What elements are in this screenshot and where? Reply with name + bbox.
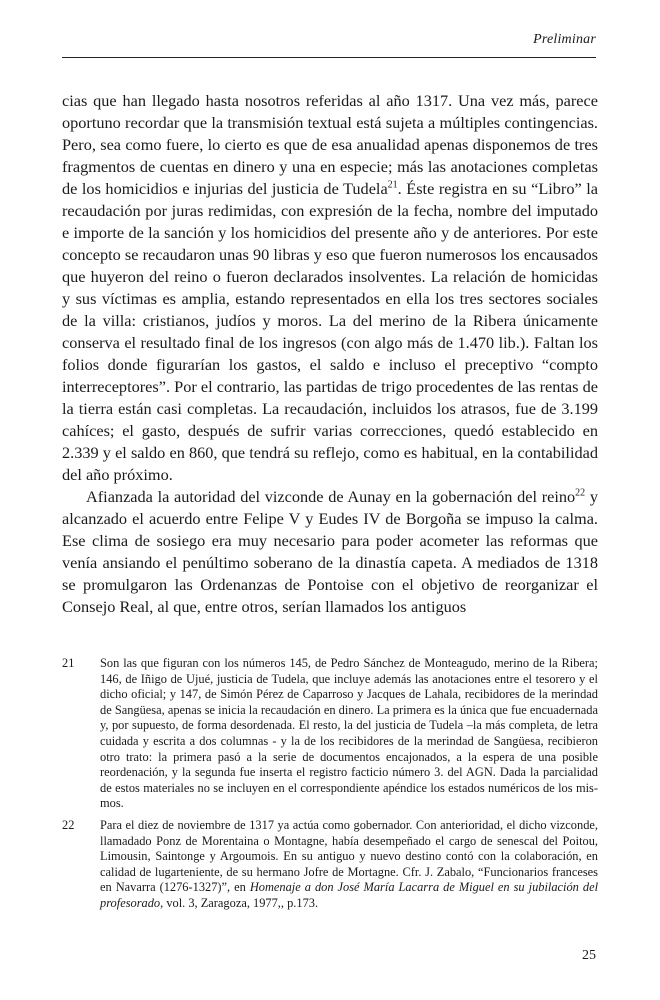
footnote-number: 22 (62, 817, 75, 832)
footnote-ref-22[interactable]: 22 (575, 487, 586, 499)
paragraph-1 (62, 90, 598, 486)
paragraph-1-continued: . Éste registra en su “Libro” la recaudación por juras redimidas, con expresión de la fecha, nombre del imputado e importe de la sanción y los homicidios del presente año y de anteriores. Por este concepto se recaudaron unas 90 libras y eso que fueron numerosos los encausados que huyeron del reino o fueron declarados insolventes. La relación de homicidas y sus víctimas es amplia, estando representados en ella los tres sectores sociales de la villa: cristianos, judíos y moros. La del merino de la Ribera únicamente conserva el resultado final de los ingresos (con algo más de 1.470 lib.). Faltan los folios donde figurarían los gastos, el saldo e incluso el preceptivo “compto interreceptores”. Por el contrario, las partidas de trigo procedentes de las rentas de la tierra están casi completas. La recaudación, incluidos los atrasos, fue de 3.199 cahíces; el gasto, después de sufrir varias correcciones, quedó establecido en 2.339 y el saldo en 860, que tendrá su reflejo, como es habitual, en la contabilidad del año próximo. (62, 179, 599, 484)
running-title: Preliminar (533, 32, 596, 47)
paragraph-1-text: cias que han llegado hasta nosotros referidas al año 1317. Una vez más, parece oportuno recordar que la transmisión textual está sujeta a múltiples contingencias. Pero, sea como fuere, lo cierto es que de esa anualidad apenas disponemos de tres fragmentos de cuentas en dinero y una en especie; más las anotaciones completas de los homicidios e injurias del justicia de Tudela (62, 91, 598, 198)
footnote-text-part: , vol. 3, Zaragoza, 1977,, p.173. (160, 895, 319, 910)
footnote-22 (62, 818, 598, 912)
footnotes (62, 656, 598, 918)
page-number: 25 (582, 948, 596, 963)
main-text (62, 90, 598, 618)
header-rule (62, 57, 596, 58)
footnote-ref-21[interactable]: 21 (387, 179, 398, 191)
paragraph-2 (62, 486, 598, 618)
footnote-text-part: Para el diez de noviembre de 1317 ya actúa como gobernador. Con anterioridad, el dicho vizconde, llamadado Ponz de Morentaina o Montagne, había desempeñado el cargo de senescal del Poitou, Limousin, Saintonge y Argoumois. En su antiguo y nuevo destino contó con la colaboración, en calidad de lugarteniente, de su hermano Jofre de Mortagne. Cfr. J. Zabalo, “Funcionarios franceses en Navarra (1276-1327)”, en (100, 817, 598, 895)
footnote-number: 21 (62, 656, 75, 670)
footnote-italic-title: Homenaje a don José María Lacarra de Miguel en su jubilación del profesorado (100, 880, 599, 910)
footnote-text (100, 818, 598, 912)
footnote-21 (62, 656, 598, 812)
footnote-text: Son las que figuran con los números 145, de Pedro Sánchez de Monteagudo, merino de la Ribera; 146, de Iñigo de Ujué, justicia de Tudela, que incluye además las anotaciones entre el tesorero y el dicho oficial; y 147, de Simón Pérez de Caparroso y Jacques de Lahala, recibidores de la merindad de Sangüesa, apenas se inicia la recaudación en dinero. La primera es la única que fue encuadernada y, por supuesto, de forma desordenada. El resto, la del justicia de Tudela –la más completa, de letra cuidada y escrita a dos columnas - y la de los recibidores de la merindad de Sangüesa, recibieron otro trato: la primera pasó a la serie de documentos encajonados, a la espera de una posible reordenación, y la segunda fue inserta el registro facticio número 3. del AGN. Dada la parcialidad de estos materiales no se incluyen en el correspondiente apéndice los estados numéricos de los mismos. (100, 656, 598, 811)
paragraph-2-text: Afianzada la autoridad del vizconde de Aunay en la gobernación del reino (86, 487, 576, 506)
paragraph-2-continued: y alcanzado el acuerdo entre Felipe V y Eudes IV de Borgoña se impuso la calma. Ese clima de sosiego era muy necesario para poder acometer las reformas que venía ansiando el penúltimo soberano de la dinastía capeta. A mediados de 1318 se promulgaron las Ordenanzas de Pontoise con el objetivo de reorganizar el Consejo Real, al que, entre otros, serían llamados los antiguos (62, 487, 599, 616)
